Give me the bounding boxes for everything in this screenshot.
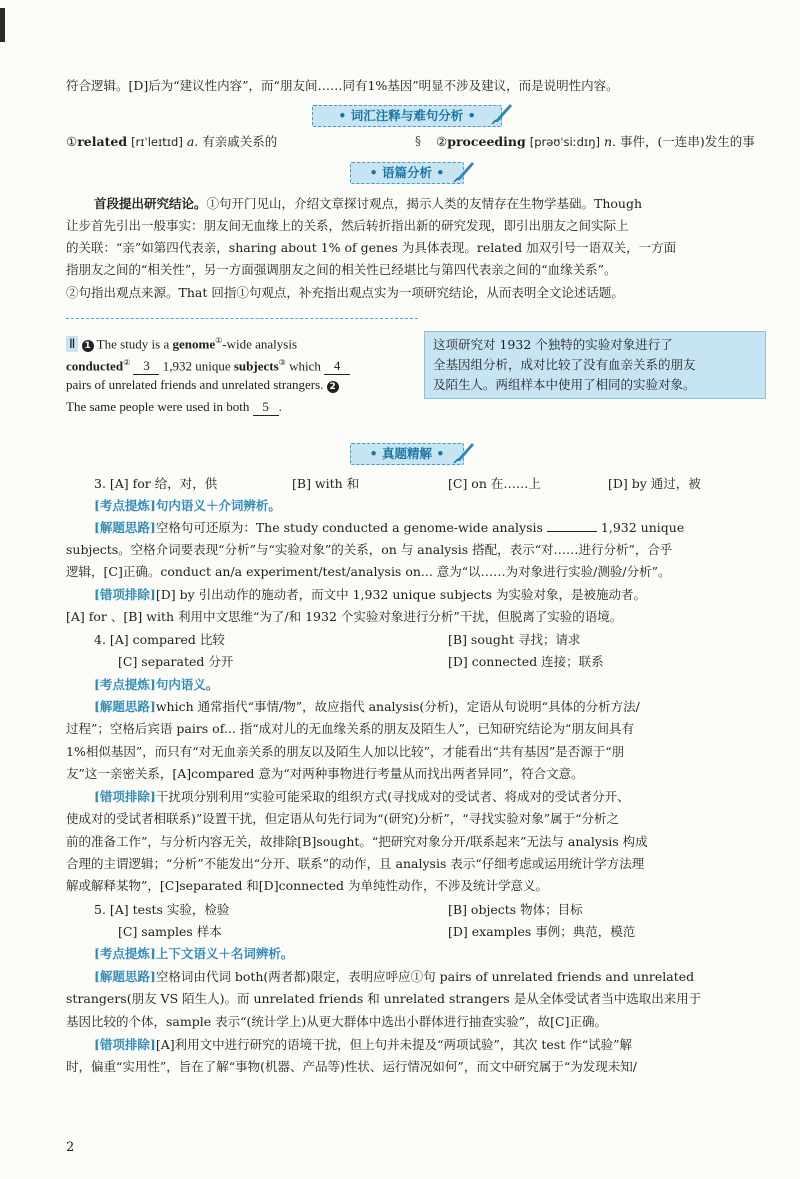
tag-label: [解题思路] [94, 520, 156, 535]
key-point [94, 677, 766, 693]
bullet-icon: • [369, 165, 378, 180]
option-c[interactable]: [C] samples 样本 [118, 924, 222, 939]
vocab-phonetic: [rɪˈleɪtɪd] [131, 135, 183, 149]
paragraph-line: 让步首先引出一般事实：朋友间无血缘上的关系，然后转折指出新的研究发现，即引出朋友之间实际上 [66, 218, 629, 233]
section-header-analysis [350, 162, 464, 184]
passage-text: 1,932 unique [162, 358, 231, 374]
annotated-word: conducted [66, 358, 124, 374]
inline-blank [547, 531, 597, 532]
solution-line [94, 969, 766, 985]
page-number: 2 [66, 1140, 75, 1155]
elimination-line [94, 1037, 766, 1053]
passage-line [66, 355, 421, 375]
option-c[interactable]: [C] on 在……上 [448, 476, 541, 491]
annotated-word: genome [172, 336, 216, 352]
tag-label: [错项排除] [94, 789, 156, 804]
passage-roman-numeral: Ⅱ [66, 336, 78, 352]
tag-label: [考点提炼] [94, 677, 156, 692]
dashed-divider [66, 318, 418, 319]
bullet-icon: • [436, 446, 445, 461]
solution-text: 1,932 unique [600, 520, 685, 535]
blank-3[interactable]: 3 [133, 358, 159, 375]
option-b[interactable]: [B] sought 寻找；请求 [448, 632, 581, 647]
quill-pen-icon [452, 158, 478, 184]
sentence-number: 2 [327, 381, 339, 393]
elimination-line [94, 789, 766, 805]
key-point-text: 句内语义。 [155, 677, 219, 692]
question-4-options [118, 654, 766, 670]
quill-pen-icon [490, 100, 516, 126]
option-d[interactable]: [D] examples 事例；典范，模范 [448, 924, 636, 939]
option-d[interactable]: [D] by 通过，被 [608, 476, 701, 491]
key-point-text: 上下文语义＋名词辨析。 [155, 946, 294, 961]
elimination-line: 时，偏重“实用性”，旨在了解“事物(机器、产品等)性状、运行情况如何”，而文中研究属于“为发现未知/ [66, 1059, 637, 1074]
tag-label: [考点提炼] [94, 498, 156, 513]
key-point [94, 498, 766, 514]
option-a[interactable]: 5. [A] tests 实验，检验 [94, 902, 230, 917]
section-title: 词汇注释与难句分析 [350, 108, 464, 123]
passage-line [66, 377, 421, 393]
solution-line: 基因比较的个体，sample 表示“(统计学上)从更大群体中选出小群体进行抽查实验”，故[C]正确。 [66, 1014, 607, 1029]
elimination-line: 合理的主谓逻辑；“分析”不能发出“分开、联系”的动作，且 analysis 表示“仔细考虑或运用统计学方法理 [66, 856, 645, 871]
bullet-icon: • [338, 108, 347, 123]
solution-text: 空格词由代词 both(两者都)限定，表明应呼应①句 pairs of unrelated friends and unrelated [155, 969, 695, 984]
translation-line: 这项研究对 1932 个独特的实验对象进行了 [433, 337, 673, 352]
paragraph-text: ①句开门见山，介绍文章探讨观点，揭示人类的友情存在生物学基础。Though [206, 196, 643, 211]
paragraph-line [94, 196, 766, 212]
blank-4[interactable]: 4 [324, 358, 350, 375]
vocab-num: ② [436, 134, 448, 149]
solution-line [94, 699, 766, 715]
footnote-mark: ② [123, 358, 131, 367]
bullet-icon: • [436, 165, 445, 180]
bullet-icon: • [369, 446, 378, 461]
vocab-word: proceeding [447, 134, 526, 149]
passage-line [66, 333, 421, 352]
text-line: 符合逻辑。[D]后为“建议性内容”，而“朋友间……同有1%基因”明显不涉及建议，而是说明性内容。 [66, 78, 619, 93]
solution-line: subjects。空格介词要表现“分析”与“实验对象”的关系，on 与 analysis 搭配，表示“对……进行分析”，合乎 [66, 542, 673, 557]
footnote-mark: ① [215, 336, 223, 345]
solution-line: 逻辑，[C]正确。conduct an/a experiment/test/analysis on... 意为“以……为对象进行实验/测验/分析”。 [66, 564, 671, 579]
section-header-exam [350, 443, 464, 465]
passage-text: The same people were used in both [66, 399, 250, 414]
option-c[interactable]: [C] separated 分开 [118, 654, 234, 669]
solution-line: strangers(朋友 VS 陌生人)。而 unrelated friends 和 unrelated strangers 是从全体受试者当中选取出来用于 [66, 991, 702, 1006]
key-point [94, 946, 766, 962]
elimination-text: 干扰项分别利用“实验可能采取的组织方式(寻找成对的受试者、将成对的受试者分开、 [155, 789, 630, 804]
translation-box [424, 331, 766, 399]
tag-label: [错项排除] [94, 1037, 156, 1052]
passage-text: pairs of unrelated friends and unrelated strangers. [66, 377, 324, 392]
question-4-options [94, 632, 766, 648]
passage-text: -wide analysis [222, 336, 298, 352]
passage-text: . [278, 399, 282, 414]
passage-text: The study is a [96, 336, 170, 352]
option-a[interactable]: 3. [A] for 给，对，供 [94, 476, 218, 491]
elimination-line: 前的准备工作”，与分析内容无关，故排除[B]sought。“把研究对象分开/联系起来”无法与 analysis 构成 [66, 834, 648, 849]
vocab-definition: 事件，(一连串)发生的事 [619, 134, 755, 149]
vocab-pos: n. [603, 134, 616, 149]
separator-icon: § [415, 134, 421, 148]
solution-line [94, 520, 766, 536]
elimination-text: [D] by 引出动作的施动者，而文中 1,932 unique subjects 为实验对象，是被施动者。 [155, 587, 647, 602]
tag-label: [考点提炼] [94, 946, 156, 961]
page-edge-mark [0, 8, 5, 42]
quill-pen-icon [452, 439, 478, 465]
vocab-num: ① [66, 134, 78, 149]
solution-line: 过程”；空格后宾语 pairs of... 指“成对儿的无血缘关系的朋友及陌生人”，已知研究结论为“朋友间具有 [66, 721, 634, 736]
passage-line [66, 399, 421, 416]
elimination-line: 解或解释某物”，[C]separated 和[D]connected 为单纯性动作，不涉及统计学意义。 [66, 878, 548, 893]
section-title: 真题精解 [381, 446, 432, 461]
solution-line: 友”这一亲密关系，[A]compared 意为“对两种事物进行考量从而找出两者异同”，符合文意。 [66, 766, 584, 781]
section-header-vocab [312, 105, 502, 127]
vocab-word: related [77, 134, 128, 149]
elimination-line [94, 587, 766, 603]
vocab-definition: 有亲戚关系的 [202, 134, 278, 149]
question-5-options [118, 924, 766, 940]
vocab-pos: a. [186, 134, 199, 149]
tag-label: [解题思路] [94, 699, 156, 714]
paragraph-line: 的关联：“亲”如第四代表亲，sharing about 1% of genes 为具体表现。related 加双引号一语双关，一方面 [66, 240, 677, 255]
paragraph-line: 指朋友之间的“相关性”，另一方面强调朋友之间的相关性已经堪比与第四代表亲之间的“血缘关系”。 [66, 262, 617, 277]
blank-5[interactable]: 5 [253, 399, 279, 416]
bullet-icon: • [467, 108, 476, 123]
section-title: 语篇分析 [381, 165, 432, 180]
option-d[interactable]: [D] connected 连接；联系 [448, 654, 604, 669]
option-a[interactable]: 4. [A] compared 比较 [94, 632, 225, 647]
footnote-mark: ③ [278, 358, 286, 367]
option-b[interactable]: [B] with 和 [292, 476, 360, 491]
tag-label: [错项排除] [94, 587, 156, 602]
solution-text: 空格句可还原为：The study conducted a genome-wide analysis [155, 520, 543, 535]
vocab-line [436, 134, 766, 150]
passage-text: which [289, 358, 321, 374]
elimination-text: [A]利用文中进行研究的语境干扰，但上句并未提及“两项试验”，其次 test 作“试验”解 [155, 1037, 632, 1052]
paragraph-lead: 首段提出研究结论。 [94, 196, 207, 211]
sentence-number: 1 [82, 340, 94, 352]
elimination-line: 使成对的受试者相联系)”设置干扰，但定语从句先行词为“(研究)分析”，“寻找实验对象”属于“分析之 [66, 811, 619, 826]
solution-line: 1%相似基因”，而只有“对无血亲关系的朋友以及陌生人加以比较”，才能看出“共有基因”是否源于“朋 [66, 744, 625, 759]
key-point-text: 句内语义＋介词辨析。 [155, 498, 281, 513]
tag-label: [解题思路] [94, 969, 156, 984]
option-b[interactable]: [B] objects 物体；目标 [448, 902, 583, 917]
paragraph-line: ②句指出观点来源。That 回指①句观点，补充指出观点实为一项研究结论，从而表明全文论述话题。 [66, 285, 624, 300]
annotated-word: subjects [233, 358, 279, 374]
translation-line: 及陌生人。两组样本中使用了相同的实验对象。 [433, 377, 696, 392]
vocab-phonetic: [prəʊˈsiːdɪŋ] [529, 135, 600, 149]
solution-text: which 通常指代“事情/物”，故应指代 analysis(分析)，定语从句说明“具体的分析方法/ [155, 699, 640, 714]
elimination-line: [A] for 、[B] with 利用中文思维“为了/和 1932 个实验对象进行分析”干扰，但脱离了实验的语境。 [66, 609, 623, 624]
translation-line: 全基因组分析，成对比较了没有血亲关系的朋友 [433, 357, 696, 372]
question-3-options [94, 476, 766, 492]
question-5-options [94, 902, 766, 918]
